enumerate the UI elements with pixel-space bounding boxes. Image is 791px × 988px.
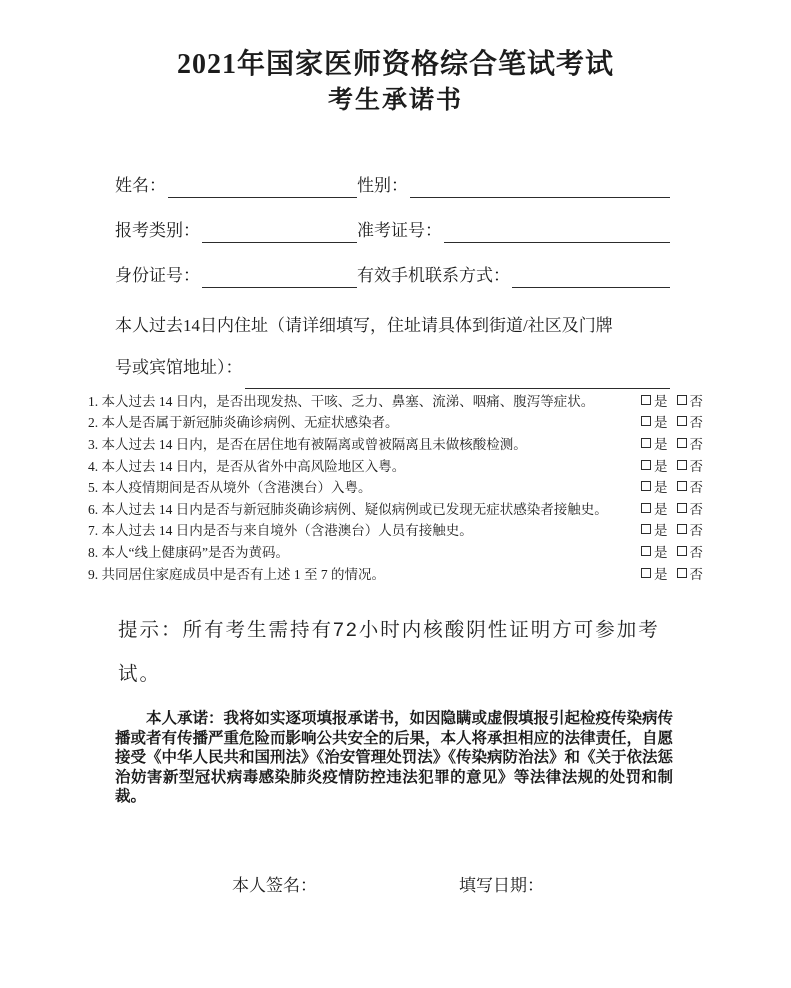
no-checkbox[interactable] xyxy=(677,390,704,410)
checkbox-icon[interactable] xyxy=(677,503,687,513)
question-text: 本人过去 14 日内，是否在居住地有被隔离或曾被隔离且未做核酸检测。 xyxy=(101,436,527,452)
no-label: 否 xyxy=(689,544,703,560)
question-number: 2. xyxy=(88,415,102,431)
yes-checkbox[interactable] xyxy=(641,455,668,475)
yes-label: 是 xyxy=(654,458,668,474)
phone-label: 有效手机联系方式： xyxy=(357,266,510,285)
no-checkbox[interactable] xyxy=(677,563,704,583)
yes-checkbox[interactable] xyxy=(641,390,668,410)
yes-label: 是 xyxy=(654,566,668,582)
address-label-part2: 号或宾馆地址）： xyxy=(115,358,243,377)
no-checkbox[interactable] xyxy=(677,519,704,539)
admission-ticket-label: 准考证号： xyxy=(357,221,442,240)
question-row-5 xyxy=(88,475,703,497)
question-row-8 xyxy=(88,540,703,562)
question-number: 5. xyxy=(88,480,102,496)
question-number: 3. xyxy=(88,436,102,452)
question-number: 4. xyxy=(88,458,102,474)
checkbox-icon[interactable] xyxy=(641,438,651,448)
question-number: 1. xyxy=(88,393,102,409)
commitment-paragraph: 本人承诺：我将如实逐项填报承诺书，如因隐瞒或虚假填报引起检疫传染病传播或者有传播严重危险而影响公共安全的后果，本人将承担相应的法律责任，自愿接受《中华人民共和国刑法》《治安管理处罚法》《传染病防治法》和《关于依法惩治妨害新型冠状病毒感染肺炎疫情防控违法犯罪的意见》等法律法规的处罚和制裁。 xyxy=(115,710,674,806)
yes-label: 是 xyxy=(654,436,668,452)
checkbox-icon[interactable] xyxy=(641,481,651,491)
no-label: 否 xyxy=(689,458,703,474)
admission-ticket-input-line[interactable] xyxy=(444,220,670,243)
question-text: 本人过去 14 日内是否与新冠肺炎确诊病例、疑似病例或已发现无症状感染者接触史。 xyxy=(101,501,608,517)
yes-checkbox[interactable] xyxy=(641,541,668,561)
no-checkbox[interactable] xyxy=(677,541,704,561)
form-row-name-gender xyxy=(115,170,670,198)
question-number: 8. xyxy=(88,544,102,560)
checkbox-icon[interactable] xyxy=(641,568,651,578)
questionnaire xyxy=(88,389,703,583)
yes-label: 是 xyxy=(654,415,668,431)
form-row-category-admission xyxy=(115,215,670,243)
page-title-line1: 2021年国家医师资格综合笔试考试 xyxy=(176,49,614,80)
yes-checkbox[interactable] xyxy=(641,476,668,496)
form-row-id-phone xyxy=(115,260,670,288)
address-label-part1: 本人过去14日内住址（请详细填写，住址请具体到街道/社区及门牌 xyxy=(115,316,613,335)
signature-row xyxy=(232,871,791,896)
id-number-label: 身份证号： xyxy=(115,266,200,285)
checkbox-icon[interactable] xyxy=(677,460,687,470)
yes-label: 是 xyxy=(654,544,668,560)
no-checkbox[interactable] xyxy=(677,433,704,453)
question-row-4 xyxy=(88,454,703,476)
question-text: 本人是否属于新冠肺炎确诊病例、无症状感染者。 xyxy=(101,415,399,431)
yes-checkbox[interactable] xyxy=(641,519,668,539)
question-text: 本人过去 14 日内是否与来自境外（含港澳台）人员有接触史。 xyxy=(101,523,473,539)
yes-checkbox[interactable] xyxy=(641,563,668,583)
checkbox-icon[interactable] xyxy=(641,395,651,405)
question-row-7 xyxy=(88,519,703,541)
phone-input-line[interactable] xyxy=(512,265,670,288)
name-input-line[interactable] xyxy=(168,175,357,198)
yes-label: 是 xyxy=(654,501,668,517)
no-checkbox[interactable] xyxy=(677,455,704,475)
checkbox-icon[interactable] xyxy=(677,395,687,405)
exam-category-label: 报考类别： xyxy=(115,221,200,240)
no-label: 否 xyxy=(689,566,703,582)
id-number-input-line[interactable] xyxy=(202,265,357,288)
no-label: 否 xyxy=(689,480,703,496)
question-number: 6. xyxy=(88,501,102,517)
form-fields-section xyxy=(115,170,670,389)
question-text: 共同居住家庭成员中是否有上述 1 至 7 的情况。 xyxy=(101,566,385,582)
yes-label: 是 xyxy=(654,393,668,409)
question-number: 7. xyxy=(88,523,102,539)
checkbox-icon[interactable] xyxy=(641,546,651,556)
yes-checkbox[interactable] xyxy=(641,498,668,518)
checkbox-icon[interactable] xyxy=(641,524,651,534)
yes-label: 是 xyxy=(654,480,668,496)
exam-category-input-line[interactable] xyxy=(202,220,357,243)
yes-checkbox[interactable] xyxy=(641,433,668,453)
no-label: 否 xyxy=(689,415,703,431)
signature-label: 本人签名： xyxy=(232,875,317,895)
gender-label: 性别： xyxy=(357,176,408,195)
question-row-9 xyxy=(88,562,703,584)
checkbox-icon[interactable] xyxy=(677,568,687,578)
checkbox-icon[interactable] xyxy=(641,460,651,470)
date-label: 填写日期： xyxy=(459,875,544,895)
question-text: 本人过去 14 日内，是否从省外中高风险地区入粤。 xyxy=(101,458,406,474)
question-row-2 xyxy=(88,411,703,433)
yes-checkbox[interactable] xyxy=(641,411,668,431)
address-block xyxy=(115,305,670,389)
page-title-line2: 考生承诺书 xyxy=(327,87,463,114)
checkbox-icon[interactable] xyxy=(641,503,651,513)
no-checkbox[interactable] xyxy=(677,476,704,496)
no-checkbox[interactable] xyxy=(677,498,704,518)
nucleic-acid-notice: 提示：所有考生需持有72小时内核酸阴性证明方可参加考试。 xyxy=(118,619,660,686)
no-label: 否 xyxy=(689,436,703,452)
name-label: 姓名： xyxy=(115,176,166,195)
checkbox-icon[interactable] xyxy=(677,416,687,426)
checkbox-icon[interactable] xyxy=(641,416,651,426)
document-title xyxy=(0,46,791,118)
question-text: 本人过去 14 日内，是否出现发热、干咳、乏力、鼻塞、流涕、咽痛、腹泻等症状。 xyxy=(101,393,595,409)
no-checkbox[interactable] xyxy=(677,411,704,431)
address-input-line[interactable] xyxy=(245,354,671,389)
checkbox-icon[interactable] xyxy=(677,481,687,491)
no-label: 否 xyxy=(689,501,703,517)
question-text: 本人疫情期间是否从境外（含港澳台）入粤。 xyxy=(101,480,372,496)
question-row-1 xyxy=(88,389,703,411)
no-label: 否 xyxy=(689,393,703,409)
signature-gap xyxy=(317,871,459,896)
checkbox-icon[interactable] xyxy=(677,524,687,534)
checkbox-icon[interactable] xyxy=(677,546,687,556)
checkbox-icon[interactable] xyxy=(677,438,687,448)
question-row-6 xyxy=(88,497,703,519)
question-number: 9. xyxy=(88,566,102,582)
yes-label: 是 xyxy=(654,523,668,539)
question-row-3 xyxy=(88,432,703,454)
no-label: 否 xyxy=(689,523,703,539)
question-text: 本人“线上健康码”是否为黄码。 xyxy=(101,544,289,560)
gender-input-line[interactable] xyxy=(410,175,670,198)
